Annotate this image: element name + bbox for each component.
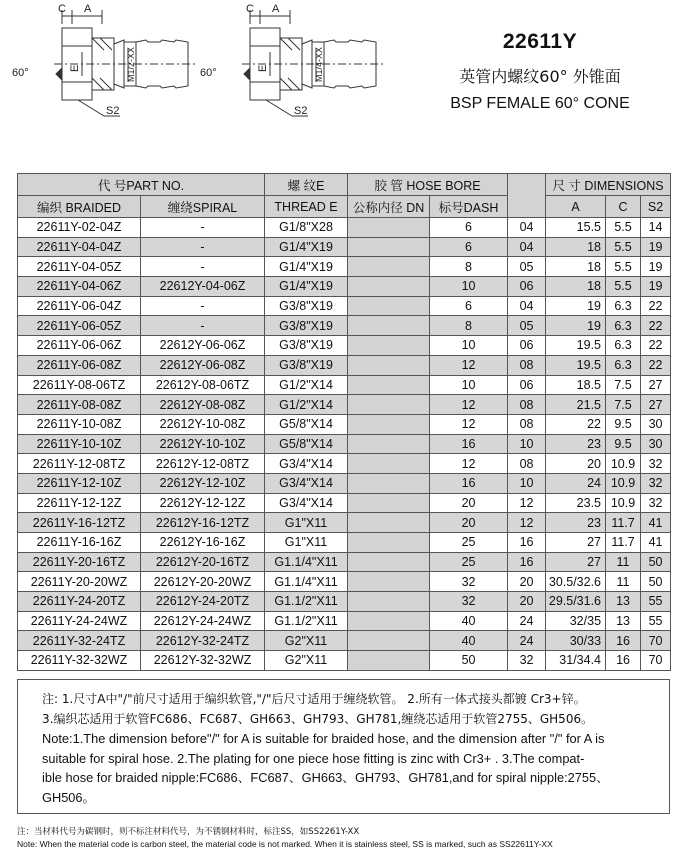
- cell-dash: 24: [508, 611, 546, 631]
- cell-dn: 6: [430, 296, 508, 316]
- label-thread: M1/4-XX: [314, 46, 324, 82]
- cell-s2: 50: [641, 552, 671, 572]
- header-part-no: 代 号PART NO.: [18, 174, 265, 196]
- cell-s2: 27: [641, 375, 671, 395]
- cell-braided: 22611Y-04-06Z: [18, 277, 141, 297]
- table-row: [18, 513, 671, 533]
- cell-c: 5.5: [606, 237, 641, 257]
- table-row: [18, 611, 671, 631]
- cell-gap: [348, 336, 430, 356]
- cell-thread: G1/2"X14: [265, 375, 348, 395]
- cell-thread: G1.1/4"X11: [265, 572, 348, 592]
- cell-a: 18: [546, 257, 606, 277]
- cell-dn: 12: [430, 355, 508, 375]
- table-row: [18, 336, 671, 356]
- cell-spiral: -: [141, 316, 265, 336]
- cell-dn: 10: [430, 336, 508, 356]
- cell-spiral: -: [141, 257, 265, 277]
- cell-dn: 6: [430, 218, 508, 238]
- header-c: C: [606, 196, 641, 218]
- cell-braided: 22611Y-20-20WZ: [18, 572, 141, 592]
- fitting-drawing-spiral: [200, 2, 396, 122]
- cell-dn: 40: [430, 611, 508, 631]
- cell-s2: 19: [641, 257, 671, 277]
- label-angle: 60°: [12, 67, 29, 79]
- table-row: [18, 277, 671, 297]
- cell-spiral: 22612Y-08-06TZ: [141, 375, 265, 395]
- cell-gap: [348, 296, 430, 316]
- cell-dn: 8: [430, 257, 508, 277]
- cell-s2: 30: [641, 434, 671, 454]
- cell-braided: 22611Y-06-05Z: [18, 316, 141, 336]
- cell-a: 20: [546, 454, 606, 474]
- cell-dn: 16: [430, 473, 508, 493]
- cell-spiral: 22612Y-32-24TZ: [141, 631, 265, 651]
- cell-braided: 22611Y-12-12Z: [18, 493, 141, 513]
- table-row: [18, 533, 671, 553]
- note-line: suitable for spiral hose. 2.The plating for one piece hose fitting is zinc with Cr3+ . 3.The compat-: [42, 750, 585, 766]
- cell-gap: [348, 434, 430, 454]
- table-row: [18, 434, 671, 454]
- table-row: [18, 257, 671, 277]
- cell-s2: 70: [641, 631, 671, 651]
- fitting-drawing-braided: [12, 2, 208, 122]
- cell-dn: 10: [430, 277, 508, 297]
- note-line: Note:1.The dimension before"/" for A is suitable for braided hose, and the dimension after "/" for A is: [42, 731, 605, 746]
- cell-spiral: 22612Y-06-06Z: [141, 336, 265, 356]
- title-block: [420, 30, 660, 113]
- table-row: [18, 493, 671, 513]
- cell-c: 9.5: [606, 414, 641, 434]
- cell-a: 18: [546, 237, 606, 257]
- cell-gap: [348, 454, 430, 474]
- cell-thread: G1.1/2"X11: [265, 592, 348, 612]
- cell-gap: [348, 355, 430, 375]
- cell-c: 13: [606, 592, 641, 612]
- cell-dn: 20: [430, 493, 508, 513]
- cell-c: 9.5: [606, 434, 641, 454]
- cell-a: 19.5: [546, 355, 606, 375]
- cell-a: 24: [546, 473, 606, 493]
- cell-gap: [348, 592, 430, 612]
- cell-s2: 41: [641, 513, 671, 533]
- cell-s2: 55: [641, 611, 671, 631]
- cell-spiral: 22612Y-04-06Z: [141, 277, 265, 297]
- notes-box: [17, 679, 670, 814]
- cell-thread: G1"X11: [265, 513, 348, 533]
- cell-thread: G3/8"X19: [265, 336, 348, 356]
- footer-note-chinese: 注：当材料代号为碳钢时，则不标注材料代号，为不锈钢材料时，标注SS，如SS2261Y-XX: [17, 827, 360, 837]
- header-hose-bore: 胶 管 HOSE BORE: [348, 174, 508, 196]
- label-e: E: [257, 64, 269, 72]
- cell-braided: 22611Y-08-06TZ: [18, 375, 141, 395]
- cell-gap: [348, 473, 430, 493]
- note-line: GH506。: [42, 789, 96, 805]
- cell-a: 27: [546, 552, 606, 572]
- cell-dn: 32: [430, 592, 508, 612]
- cell-dash: 08: [508, 454, 546, 474]
- cell-c: 16: [606, 651, 641, 671]
- cell-dn: 6: [430, 237, 508, 257]
- cell-braided: 22611Y-04-04Z: [18, 237, 141, 257]
- cell-s2: 30: [641, 414, 671, 434]
- cell-thread: G1/4"X19: [265, 277, 348, 297]
- cell-braided: 22611Y-24-24WZ: [18, 611, 141, 631]
- cell-a: 23.5: [546, 493, 606, 513]
- cell-thread: G5/8"X14: [265, 414, 348, 434]
- spec-table: [17, 173, 671, 671]
- cell-c: 10.9: [606, 473, 641, 493]
- cell-thread: G3/4"X14: [265, 473, 348, 493]
- cell-thread: G3/8"X19: [265, 316, 348, 336]
- cell-s2: 41: [641, 533, 671, 553]
- cell-c: 7.5: [606, 395, 641, 415]
- cell-c: 6.3: [606, 296, 641, 316]
- cell-a: 19: [546, 296, 606, 316]
- cell-dash: 06: [508, 336, 546, 356]
- cell-gap: [348, 375, 430, 395]
- header-braided: 编织 BRAIDED: [18, 196, 141, 218]
- table-row: [18, 631, 671, 651]
- cell-spiral: 22612Y-12-12Z: [141, 493, 265, 513]
- cell-braided: 22611Y-02-04Z: [18, 218, 141, 238]
- label-angle: 60°: [200, 67, 217, 79]
- label-e: E: [69, 64, 81, 72]
- cell-thread: G1/4"X19: [265, 237, 348, 257]
- cell-braided: 22611Y-12-08TZ: [18, 454, 141, 474]
- cell-s2: 32: [641, 454, 671, 474]
- cell-a: 21.5: [546, 395, 606, 415]
- cell-spiral: -: [141, 218, 265, 238]
- cell-a: 30/33: [546, 631, 606, 651]
- cell-dn: 12: [430, 454, 508, 474]
- cell-braided: 22611Y-08-08Z: [18, 395, 141, 415]
- fitting-drawing-svg: [200, 2, 396, 122]
- cell-c: 5.5: [606, 218, 641, 238]
- cell-braided: 22611Y-10-10Z: [18, 434, 141, 454]
- cell-dn: 10: [430, 375, 508, 395]
- table-row: [18, 592, 671, 612]
- cell-thread: G3/4"X14: [265, 454, 348, 474]
- cell-a: 23: [546, 513, 606, 533]
- cell-dash: 06: [508, 375, 546, 395]
- cell-c: 13: [606, 611, 641, 631]
- cell-dn: 12: [430, 395, 508, 415]
- cell-gap: [348, 533, 430, 553]
- cell-s2: 14: [641, 218, 671, 238]
- header-spiral: 缠绕SPIRAL: [141, 196, 265, 218]
- cell-spiral: 22612Y-12-10Z: [141, 473, 265, 493]
- cell-a: 32/35: [546, 611, 606, 631]
- cell-s2: 22: [641, 355, 671, 375]
- cell-braided: 22611Y-06-06Z: [18, 336, 141, 356]
- title-english: BSP FEMALE 60° CONE: [450, 95, 630, 112]
- cell-c: 5.5: [606, 277, 641, 297]
- cell-braided: 22611Y-20-16TZ: [18, 552, 141, 572]
- cell-dash: 10: [508, 473, 546, 493]
- cell-s2: 19: [641, 277, 671, 297]
- cell-thread: G1"X11: [265, 533, 348, 553]
- cell-dash: 05: [508, 316, 546, 336]
- cell-spiral: 22612Y-10-10Z: [141, 434, 265, 454]
- header-dash: 标号DASH: [430, 196, 508, 218]
- cell-thread: G2"X11: [265, 631, 348, 651]
- label-s2: S2: [294, 105, 308, 117]
- header-thread-e: THREAD E: [265, 196, 348, 218]
- cell-dash: 10: [508, 434, 546, 454]
- cell-braided: 22611Y-32-24TZ: [18, 631, 141, 651]
- cell-spiral: 22612Y-16-16Z: [141, 533, 265, 553]
- label-c: C: [246, 3, 254, 15]
- cell-braided: 22611Y-12-10Z: [18, 473, 141, 493]
- cell-spiral: 22612Y-32-32WZ: [141, 651, 265, 671]
- cell-dash: 08: [508, 414, 546, 434]
- table-row: [18, 296, 671, 316]
- cell-spiral: -: [141, 237, 265, 257]
- table-row: [18, 395, 671, 415]
- cell-gap: [348, 257, 430, 277]
- cell-dn: 50: [430, 651, 508, 671]
- cell-braided: 22611Y-32-32WZ: [18, 651, 141, 671]
- cell-dash: 16: [508, 533, 546, 553]
- table-row: [18, 414, 671, 434]
- header-thread: 螺 纹E: [265, 174, 348, 196]
- table-row: [18, 552, 671, 572]
- table-row: [18, 237, 671, 257]
- cell-spiral: 22612Y-10-08Z: [141, 414, 265, 434]
- cell-dn: 32: [430, 572, 508, 592]
- label-thread: M1/2-XX: [126, 46, 136, 82]
- fitting-drawing-svg: [12, 2, 208, 122]
- cell-gap: [348, 237, 430, 257]
- cell-gap: [348, 552, 430, 572]
- cell-gap: [348, 316, 430, 336]
- header-dn: 公称内径 DN: [348, 196, 430, 218]
- table-row: [18, 572, 671, 592]
- cell-gap: [348, 513, 430, 533]
- cell-dash: 06: [508, 277, 546, 297]
- table-row: [18, 375, 671, 395]
- cell-spiral: 22612Y-24-20TZ: [141, 592, 265, 612]
- cell-c: 10.9: [606, 493, 641, 513]
- cell-s2: 70: [641, 651, 671, 671]
- cell-c: 6.3: [606, 316, 641, 336]
- cell-dn: 20: [430, 513, 508, 533]
- note-line: 3.编织芯适用于软管FC686、FC687、GH663、GH793、GH781,缠绕芯适用于软管2755、GH506。: [42, 711, 594, 726]
- cell-s2: 55: [641, 592, 671, 612]
- cell-dash: 08: [508, 395, 546, 415]
- cell-braided: 22611Y-24-20TZ: [18, 592, 141, 612]
- cell-spiral: 22612Y-08-08Z: [141, 395, 265, 415]
- cell-gap: [348, 631, 430, 651]
- cell-c: 11: [606, 552, 641, 572]
- cell-thread: G3/8"X19: [265, 355, 348, 375]
- cell-gap: [348, 395, 430, 415]
- cell-a: 18.5: [546, 375, 606, 395]
- header-dimensions: 尺 寸 DIMENSIONS: [546, 174, 671, 196]
- cell-spiral: 22612Y-24-24WZ: [141, 611, 265, 631]
- cell-a: 22: [546, 414, 606, 434]
- cell-thread: G5/8"X14: [265, 434, 348, 454]
- cell-c: 16: [606, 631, 641, 651]
- cell-dn: 25: [430, 533, 508, 553]
- cell-dash: 32: [508, 651, 546, 671]
- cell-dash: 16: [508, 552, 546, 572]
- label-c: C: [58, 3, 66, 15]
- cell-s2: 22: [641, 296, 671, 316]
- cell-dash: 12: [508, 493, 546, 513]
- cell-a: 23: [546, 434, 606, 454]
- cell-c: 6.3: [606, 336, 641, 356]
- cell-a: 29.5/31.6: [546, 592, 606, 612]
- footer-note-english: Note: When the material code is carbon steel, the material code is not marked. When it is stainless steel, SS is marked, such as SS22611Y-XX: [17, 839, 553, 849]
- cell-a: 30.5/32.6: [546, 572, 606, 592]
- cell-spiral: 22612Y-20-16TZ: [141, 552, 265, 572]
- cell-dn: 8: [430, 316, 508, 336]
- cell-dn: 25: [430, 552, 508, 572]
- cell-braided: 22611Y-04-05Z: [18, 257, 141, 277]
- cell-dash: 04: [508, 237, 546, 257]
- cell-spiral: 22612Y-06-08Z: [141, 355, 265, 375]
- cell-dash: 20: [508, 592, 546, 612]
- cell-gap: [348, 493, 430, 513]
- cell-dash: 24: [508, 631, 546, 651]
- cell-gap: [348, 414, 430, 434]
- cell-braided: 22611Y-10-08Z: [18, 414, 141, 434]
- table-row: [18, 218, 671, 238]
- label-a: A: [84, 3, 92, 15]
- note-line: ible hose for braided nipple:FC686、FC687、GH663、GH793、GH781,and for spiral nipple:2755、: [42, 770, 609, 785]
- table-row: [18, 355, 671, 375]
- cell-dash: 20: [508, 572, 546, 592]
- cell-c: 6.3: [606, 355, 641, 375]
- cell-a: 27: [546, 533, 606, 553]
- cell-dash: 05: [508, 257, 546, 277]
- cell-thread: G1.1/4"X11: [265, 552, 348, 572]
- cell-spiral: 22612Y-20-20WZ: [141, 572, 265, 592]
- cell-gap: [348, 572, 430, 592]
- cell-dn: 12: [430, 414, 508, 434]
- table-row: [18, 473, 671, 493]
- cell-braided: 22611Y-16-12TZ: [18, 513, 141, 533]
- cell-c: 11.7: [606, 513, 641, 533]
- title-chinese: 英管内螺纹60° 外锥面: [459, 67, 621, 86]
- cell-dash: 12: [508, 513, 546, 533]
- cell-c: 7.5: [606, 375, 641, 395]
- cell-a: 19.5: [546, 336, 606, 356]
- cell-a: 19: [546, 316, 606, 336]
- cell-c: 11: [606, 572, 641, 592]
- note-line: 注: 1.尺寸A中"/"前尺寸适用于编织软管,"/"后尺寸适用于缠绕软管。 2.所有一体式接头都镀 Cr3+锌。: [42, 692, 586, 706]
- cell-spiral: 22612Y-12-08TZ: [141, 454, 265, 474]
- cell-c: 5.5: [606, 257, 641, 277]
- cell-dn: 16: [430, 434, 508, 454]
- cell-braided: 22611Y-06-08Z: [18, 355, 141, 375]
- cell-thread: G1.1/2"X11: [265, 611, 348, 631]
- table-row: [18, 316, 671, 336]
- cell-s2: 19: [641, 237, 671, 257]
- label-s2: S2: [106, 105, 120, 117]
- cell-thread: G1/8"X28: [265, 218, 348, 238]
- cell-gap: [348, 651, 430, 671]
- cell-s2: 32: [641, 493, 671, 513]
- cell-dash: 04: [508, 218, 546, 238]
- cell-c: 10.9: [606, 454, 641, 474]
- cell-dash: 08: [508, 355, 546, 375]
- model-number: 22611Y: [502, 30, 578, 53]
- cell-a: 15.5: [546, 218, 606, 238]
- cell-thread: G2"X11: [265, 651, 348, 671]
- label-a: A: [272, 3, 280, 15]
- cell-gap: [348, 611, 430, 631]
- header-a: A: [546, 196, 606, 218]
- header-gap: [508, 174, 546, 218]
- cell-spiral: 22612Y-16-12TZ: [141, 513, 265, 533]
- cell-a: 31/34.4: [546, 651, 606, 671]
- cell-spiral: -: [141, 296, 265, 316]
- table-row: [18, 651, 671, 671]
- cell-thread: G1/4"X19: [265, 257, 348, 277]
- cell-a: 18: [546, 277, 606, 297]
- cell-thread: G1/2"X14: [265, 395, 348, 415]
- cell-gap: [348, 218, 430, 238]
- cell-braided: 22611Y-06-04Z: [18, 296, 141, 316]
- cell-s2: 22: [641, 316, 671, 336]
- cell-dn: 40: [430, 631, 508, 651]
- cell-s2: 27: [641, 395, 671, 415]
- cell-braided: 22611Y-16-16Z: [18, 533, 141, 553]
- table-row: [18, 454, 671, 474]
- header-s2: S2: [641, 196, 671, 218]
- cell-s2: 22: [641, 336, 671, 356]
- cell-thread: G3/8"X19: [265, 296, 348, 316]
- cell-thread: G3/4"X14: [265, 493, 348, 513]
- cell-gap: [348, 277, 430, 297]
- cell-s2: 32: [641, 473, 671, 493]
- cell-dash: 04: [508, 296, 546, 316]
- cell-s2: 50: [641, 572, 671, 592]
- cell-c: 11.7: [606, 533, 641, 553]
